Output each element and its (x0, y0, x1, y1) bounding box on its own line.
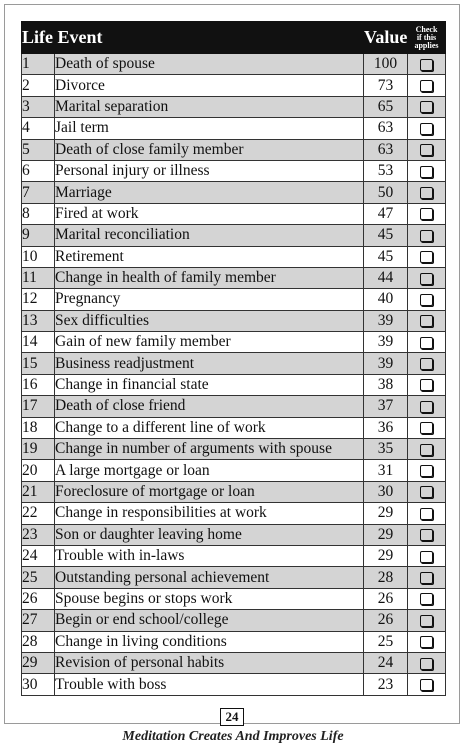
checkbox-icon[interactable] (420, 465, 433, 477)
row-value: 26 (364, 588, 408, 609)
table-header-row (22, 22, 446, 54)
row-value: 47 (364, 203, 408, 224)
row-event: Marital reconciliation (55, 225, 364, 246)
row-check-cell[interactable] (408, 610, 446, 631)
row-event: Retirement (55, 246, 364, 267)
row-event: Foreclosure of mortgage or loan (55, 481, 364, 502)
row-number: 8 (22, 203, 55, 224)
table-row (22, 54, 446, 75)
row-check-cell[interactable] (408, 588, 446, 609)
row-event: Change to a different line of work (55, 417, 364, 438)
row-check-cell[interactable] (408, 353, 446, 374)
row-check-cell[interactable] (408, 674, 446, 695)
row-event: Gain of new family member (55, 332, 364, 353)
row-number: 5 (22, 139, 55, 160)
row-number: 9 (22, 225, 55, 246)
row-event: Death of close family member (55, 139, 364, 160)
table-row (22, 417, 446, 438)
checkbox-icon[interactable] (420, 208, 433, 220)
table-row (22, 182, 446, 203)
row-number: 25 (22, 567, 55, 588)
row-event: Trouble with boss (55, 674, 364, 695)
row-check-cell[interactable] (408, 524, 446, 545)
checkbox-icon[interactable] (420, 251, 433, 263)
row-number: 6 (22, 160, 55, 181)
row-value: 29 (364, 545, 408, 566)
table-row (22, 310, 446, 331)
header-value: Value (364, 22, 408, 54)
table-row (22, 631, 446, 652)
row-check-cell[interactable] (408, 332, 446, 353)
row-value: 50 (364, 182, 408, 203)
checkbox-icon[interactable] (420, 166, 433, 178)
table-row (22, 545, 446, 566)
row-check-cell[interactable] (408, 96, 446, 117)
row-number: 12 (22, 289, 55, 310)
header-check-line2: if this (416, 32, 437, 42)
row-number: 17 (22, 396, 55, 417)
row-check-cell[interactable] (408, 139, 446, 160)
table-row (22, 267, 446, 288)
row-check-cell[interactable] (408, 160, 446, 181)
row-event: A large mortgage or loan (55, 460, 364, 481)
life-events-table (21, 21, 446, 696)
row-value: 40 (364, 289, 408, 310)
checkbox-icon[interactable] (420, 615, 433, 627)
checkbox-icon[interactable] (420, 230, 433, 242)
row-value: 29 (364, 503, 408, 524)
table-row (22, 118, 446, 139)
table-row (22, 353, 446, 374)
table-row (22, 225, 446, 246)
checkbox-icon[interactable] (420, 101, 433, 113)
checkbox-icon[interactable] (420, 572, 433, 584)
table-row (22, 481, 446, 502)
row-check-cell[interactable] (408, 54, 446, 75)
row-event: Begin or end school/college (55, 610, 364, 631)
table-row (22, 503, 446, 524)
row-value: 37 (364, 396, 408, 417)
checkbox-icon[interactable] (420, 529, 433, 541)
table-row (22, 674, 446, 695)
row-value: 53 (364, 160, 408, 181)
row-value: 28 (364, 567, 408, 588)
row-check-cell[interactable] (408, 289, 446, 310)
row-value: 35 (364, 439, 408, 460)
row-number: 19 (22, 439, 55, 460)
row-number: 15 (22, 353, 55, 374)
row-check-cell[interactable] (408, 652, 446, 673)
row-check-cell[interactable] (408, 203, 446, 224)
header-check-if-applies (408, 22, 446, 54)
row-event: Pregnancy (55, 289, 364, 310)
table-row (22, 610, 446, 631)
table-row (22, 75, 446, 96)
row-value: 45 (364, 246, 408, 267)
checkbox-icon[interactable] (420, 508, 433, 520)
footer-tagline: Meditation Creates And Improves Life (122, 729, 344, 744)
row-number: 3 (22, 96, 55, 117)
checkbox-icon[interactable] (420, 59, 433, 71)
row-number: 24 (22, 545, 55, 566)
row-number: 7 (22, 182, 55, 203)
header-check-line1: Check (415, 24, 438, 34)
row-value: 24 (364, 652, 408, 673)
table-row (22, 588, 446, 609)
row-event: Change in financial state (55, 374, 364, 395)
row-value: 39 (364, 332, 408, 353)
row-number: 10 (22, 246, 55, 267)
row-number: 21 (22, 481, 55, 502)
row-check-cell[interactable] (408, 631, 446, 652)
row-check-cell[interactable] (408, 417, 446, 438)
table-row (22, 396, 446, 417)
row-number: 11 (22, 267, 55, 288)
row-event: Divorce (55, 75, 364, 96)
row-number: 22 (22, 503, 55, 524)
row-value: 25 (364, 631, 408, 652)
checkbox-icon[interactable] (420, 422, 433, 434)
row-check-cell[interactable] (408, 545, 446, 566)
checkbox-icon[interactable] (420, 187, 433, 199)
row-value: 65 (364, 96, 408, 117)
row-event: Death of spouse (55, 54, 364, 75)
table-row (22, 96, 446, 117)
table-row (22, 289, 446, 310)
checkbox-icon[interactable] (420, 486, 433, 498)
table-row (22, 332, 446, 353)
row-check-cell[interactable] (408, 567, 446, 588)
row-check-cell[interactable] (408, 182, 446, 203)
checkbox-icon[interactable] (420, 358, 433, 370)
checkbox-icon[interactable] (420, 679, 433, 691)
row-value: 100 (364, 54, 408, 75)
row-number: 4 (22, 118, 55, 139)
checkbox-icon[interactable] (420, 658, 433, 670)
row-number: 23 (22, 524, 55, 545)
row-value: 26 (364, 610, 408, 631)
row-number: 27 (22, 610, 55, 631)
row-number: 28 (22, 631, 55, 652)
table-row (22, 460, 446, 481)
table-row (22, 139, 446, 160)
row-check-cell[interactable] (408, 246, 446, 267)
row-event: Personal injury or illness (55, 160, 364, 181)
row-value: 63 (364, 139, 408, 160)
row-value: 36 (364, 417, 408, 438)
page-number: 24 (220, 708, 244, 726)
checkbox-icon[interactable] (420, 294, 433, 306)
row-number: 13 (22, 310, 55, 331)
table-row (22, 203, 446, 224)
row-value: 63 (364, 118, 408, 139)
row-value: 23 (364, 674, 408, 695)
row-event: Death of close friend (55, 396, 364, 417)
row-event: Change in health of family member (55, 267, 364, 288)
checkbox-icon[interactable] (420, 273, 433, 285)
checkbox-icon[interactable] (420, 379, 433, 391)
header-life-event: Life Event (22, 22, 364, 54)
checkbox-icon[interactable] (420, 80, 433, 92)
row-check-cell[interactable] (408, 75, 446, 96)
row-event: Son or daughter leaving home (55, 524, 364, 545)
table-row (22, 567, 446, 588)
checkbox-icon[interactable] (420, 444, 433, 456)
checkbox-icon[interactable] (420, 144, 433, 156)
row-number: 18 (22, 417, 55, 438)
table-row (22, 439, 446, 460)
row-value: 38 (364, 374, 408, 395)
row-value: 73 (364, 75, 408, 96)
row-event: Change in number of arguments with spouse (55, 439, 364, 460)
row-value: 30 (364, 481, 408, 502)
row-event: Revision of personal habits (55, 652, 364, 673)
row-number: 2 (22, 75, 55, 96)
row-number: 30 (22, 674, 55, 695)
table-row (22, 652, 446, 673)
table-row (22, 246, 446, 267)
checkbox-icon[interactable] (420, 551, 433, 563)
row-check-cell[interactable] (408, 503, 446, 524)
row-event: Change in responsibilities at work (55, 503, 364, 524)
row-number: 16 (22, 374, 55, 395)
row-value: 45 (364, 225, 408, 246)
row-check-cell[interactable] (408, 374, 446, 395)
row-check-cell[interactable] (408, 439, 446, 460)
row-event: Business readjustment (55, 353, 364, 374)
checkbox-icon[interactable] (420, 401, 433, 413)
row-event: Change in living conditions (55, 631, 364, 652)
row-event: Spouse begins or stops work (55, 588, 364, 609)
row-check-cell[interactable] (408, 396, 446, 417)
checkbox-icon[interactable] (420, 337, 433, 349)
table-row (22, 524, 446, 545)
table-row (22, 160, 446, 181)
row-value: 29 (364, 524, 408, 545)
row-check-cell[interactable] (408, 267, 446, 288)
checkbox-icon[interactable] (420, 315, 433, 327)
row-check-cell[interactable] (408, 481, 446, 502)
checkbox-icon[interactable] (420, 636, 433, 648)
row-value: 44 (364, 267, 408, 288)
row-number: 1 (22, 54, 55, 75)
row-check-cell[interactable] (408, 460, 446, 481)
row-number: 26 (22, 588, 55, 609)
row-number: 14 (22, 332, 55, 353)
row-value: 39 (364, 353, 408, 374)
row-check-cell[interactable] (408, 225, 446, 246)
row-event: Trouble with in-laws (55, 545, 364, 566)
row-event: Outstanding personal achievement (55, 567, 364, 588)
row-check-cell[interactable] (408, 310, 446, 331)
row-event: Jail term (55, 118, 364, 139)
row-event: Marital separation (55, 96, 364, 117)
header-check-line3: applies (414, 40, 439, 50)
checkbox-icon[interactable] (420, 123, 433, 135)
row-number: 20 (22, 460, 55, 481)
row-value: 31 (364, 460, 408, 481)
row-check-cell[interactable] (408, 118, 446, 139)
table-row (22, 374, 446, 395)
checkbox-icon[interactable] (420, 593, 433, 605)
row-event: Marriage (55, 182, 364, 203)
row-number: 29 (22, 652, 55, 673)
row-value: 39 (364, 310, 408, 331)
row-event: Fired at work (55, 203, 364, 224)
row-event: Sex difficulties (55, 310, 364, 331)
